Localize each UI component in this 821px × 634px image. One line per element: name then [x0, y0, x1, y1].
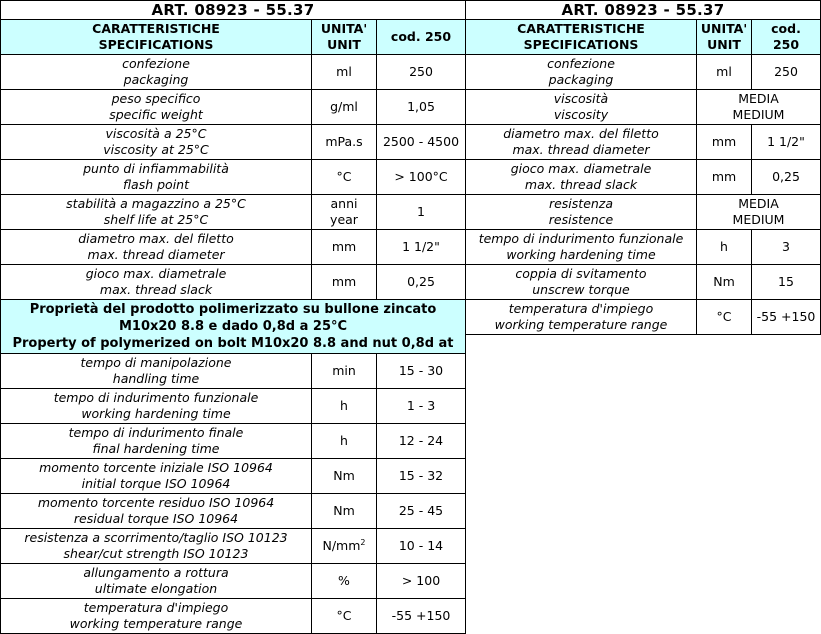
spec-unit: h [312, 424, 377, 459]
spec-description: confezione packaging [1, 55, 312, 90]
left-header-unit: UNITA' UNIT [312, 20, 377, 55]
spec-value: > 100°C [377, 160, 466, 195]
spec-unit: Nm [312, 494, 377, 529]
spec-description: punto di infiammabilità flash point [1, 160, 312, 195]
right-spec-table [465, 0, 821, 335]
table-row [466, 265, 821, 300]
table-row [1, 160, 466, 195]
spec-value: 10 - 14 [377, 529, 466, 564]
spec-description: viscosità viscosity [466, 90, 697, 125]
right-header-characteristics: CARATTERISTICHE SPECIFICATIONS [466, 20, 697, 55]
spec-unit: min [312, 354, 377, 389]
table-row [466, 300, 821, 335]
table-row [1, 389, 466, 424]
table-row [466, 195, 821, 230]
spec-value: 15 [752, 265, 821, 300]
spec-unit: anni year [312, 195, 377, 230]
right-header-code: cod. 250 [752, 20, 821, 55]
spec-value: -55 +150 [377, 599, 466, 634]
spec-unit: mm [697, 125, 752, 160]
polymerized-properties-heading: Proprietà del prodotto polimerizzato su bullone zincato M10x20 8.8 e dado 0,8d a 25°C Property of polymerized on bolt M10x20 8.8 and nut 0,8d at [1, 300, 466, 354]
spec-value: 0,25 [752, 160, 821, 195]
spec-unit: mm [312, 265, 377, 300]
spec-description: stabilità a magazzino a 25°C shelf life at 25°C [1, 195, 312, 230]
spec-description: diametro max. del filetto max. thread diameter [466, 125, 697, 160]
spec-description: momento torcente iniziale ISO 10964 initial torque ISO 10964 [1, 459, 312, 494]
spec-unit: ml [312, 55, 377, 90]
spec-description: tempo di indurimento finale final hardening time [1, 424, 312, 459]
right-article-title: ART. 08923 - 55.37 [466, 1, 821, 20]
spec-merged-value: MEDIA MEDIUM [697, 90, 821, 125]
spec-value: 1 1/2" [377, 230, 466, 265]
spec-unit: mm [697, 160, 752, 195]
table-row [1, 494, 466, 529]
spec-value: 25 - 45 [377, 494, 466, 529]
spec-value: 1,05 [377, 90, 466, 125]
table-row [466, 230, 821, 265]
spec-description: tempo di indurimento funzionale working hardening time [466, 230, 697, 265]
spec-description: gioco max. diametrale max. thread slack [1, 265, 312, 300]
spec-unit: °C [312, 160, 377, 195]
spec-value: 15 - 32 [377, 459, 466, 494]
spec-unit: ml [697, 55, 752, 90]
table-row [466, 160, 821, 195]
spec-unit: °C [312, 599, 377, 634]
spec-description: resistenza a scorrimento/taglio ISO 10123 shear/cut strength ISO 10123 [1, 529, 312, 564]
spec-value: 1 [377, 195, 466, 230]
spec-description: temperatura d'impiego working temperature range [1, 599, 312, 634]
table-row [1, 90, 466, 125]
table-row [1, 354, 466, 389]
left-header-characteristics: CARATTERISTICHE SPECIFICATIONS [1, 20, 312, 55]
spec-description: momento torcente residuo ISO 10964 residual torque ISO 10964 [1, 494, 312, 529]
table-row [1, 265, 466, 300]
spec-unit: °C [697, 300, 752, 335]
spec-description: viscosità a 25°C viscosity at 25°C [1, 125, 312, 160]
spec-unit: mm [312, 230, 377, 265]
section-header-row [1, 300, 466, 354]
table-row [1, 230, 466, 265]
spec-unit: % [312, 564, 377, 599]
spec-description: gioco max. diametrale max. thread slack [466, 160, 697, 195]
table-row [466, 90, 821, 125]
table-row [1, 424, 466, 459]
spec-unit: Nm [697, 265, 752, 300]
left-article-title: ART. 08923 - 55.37 [1, 1, 466, 20]
spec-value: 2500 - 4500 [377, 125, 466, 160]
spec-unit: h [697, 230, 752, 265]
table-row [1, 459, 466, 494]
spec-description: tempo di manipolazione handling time [1, 354, 312, 389]
table-row [1, 125, 466, 160]
left-header-row [1, 20, 466, 55]
spec-value: -55 +150 [752, 300, 821, 335]
table-row [1, 564, 466, 599]
spec-unit: g/ml [312, 90, 377, 125]
table-row [466, 125, 821, 160]
left-header-code: cod. 250 [377, 20, 466, 55]
spec-unit: mPa.s [312, 125, 377, 160]
table-row [466, 55, 821, 90]
spec-unit: h [312, 389, 377, 424]
table-row [1, 55, 466, 90]
table-row [1, 195, 466, 230]
spec-description: allungamento a rottura ultimate elongation [1, 564, 312, 599]
spec-description: resistenza resistence [466, 195, 697, 230]
spec-value: 3 [752, 230, 821, 265]
table-row [1, 599, 466, 634]
spec-description: peso specifico specific weight [1, 90, 312, 125]
spec-merged-value: MEDIA MEDIUM [697, 195, 821, 230]
spec-description: temperatura d'impiego working temperature range [466, 300, 697, 335]
spec-value: 0,25 [377, 265, 466, 300]
spec-value: 250 [377, 55, 466, 90]
spec-unit: Nm [312, 459, 377, 494]
spec-value: > 100 [377, 564, 466, 599]
right-header-unit: UNITA' UNIT [697, 20, 752, 55]
spec-value: 1 1/2" [752, 125, 821, 160]
spec-unit: $N/mm^2$ [312, 529, 377, 564]
spec-description: confezione packaging [466, 55, 697, 90]
spec-value: 12 - 24 [377, 424, 466, 459]
spec-value: 1 - 3 [377, 389, 466, 424]
spec-description: coppia di svitamento unscrew torque [466, 265, 697, 300]
spec-description: tempo di indurimento funzionale working hardening time [1, 389, 312, 424]
spec-value: 15 - 30 [377, 354, 466, 389]
right-header-row [466, 20, 821, 55]
table-row [1, 529, 466, 564]
spec-description: diametro max. del filetto max. thread diameter [1, 230, 312, 265]
spec-value: 250 [752, 55, 821, 90]
